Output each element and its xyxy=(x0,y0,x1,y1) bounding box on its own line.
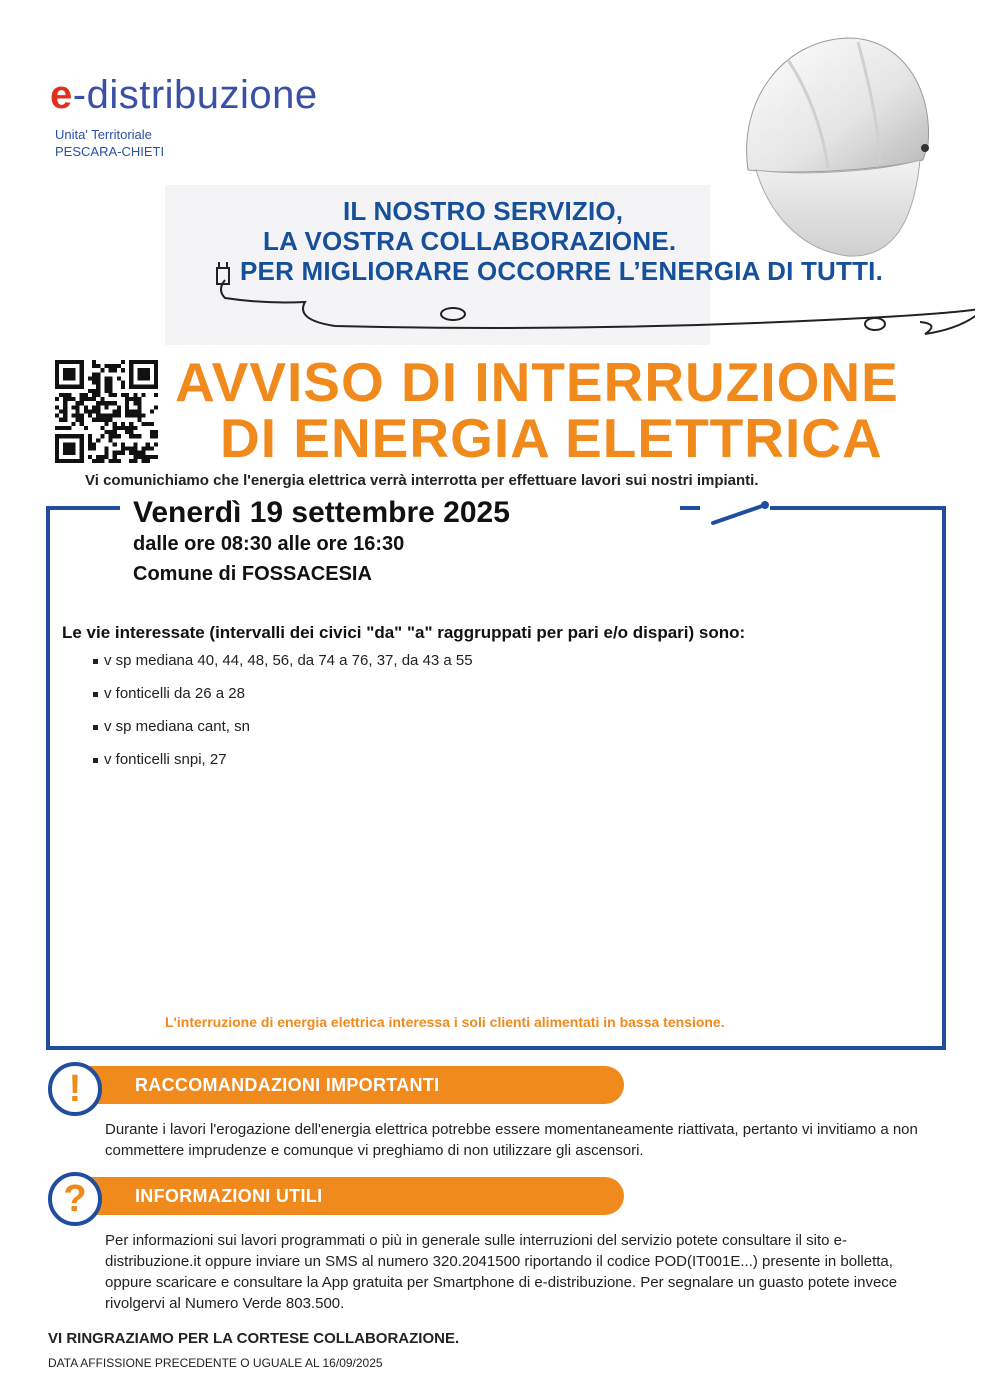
interruption-hours: dalle ore 08:30 alle ore 16:30 xyxy=(133,533,405,555)
qr-code xyxy=(55,360,158,463)
list-item xyxy=(93,652,473,669)
list-item xyxy=(93,685,245,702)
street-text: v sp mediana 40, 44, 48, 56, da 74 a 76, 37, da 43 a 55 xyxy=(104,652,473,669)
question-icon: ? xyxy=(48,1172,102,1226)
interruption-date: Venerdì 19 settembre 2025 xyxy=(133,496,510,529)
logo-text: -distribuzione xyxy=(72,73,318,117)
power-cable-icon xyxy=(195,262,975,342)
bullet-icon xyxy=(93,725,98,730)
notice-box xyxy=(46,506,946,1050)
exclamation-icon: ! xyxy=(48,1062,102,1116)
recommendations-text: Durante i lavori l'erogazione dell'energia elettrica potrebbe essere momentaneamente riattivata, pertanto vi invitiamo a non commettere imprudenze e comunque vi preghiamo di non utilizzare gli ascensori. xyxy=(105,1121,918,1159)
street-text: v sp mediana cant, sn xyxy=(104,718,250,735)
street-text: v fonticelli da 26 a 28 xyxy=(104,685,245,702)
helmet-icon xyxy=(728,20,943,265)
intro-text: Vi comunichiamo che l'energia elettrica verrà interrotta per effettuare lavori sui nostri impianti. xyxy=(85,472,759,489)
bullet-icon xyxy=(93,758,98,763)
logo-prefix: e xyxy=(50,73,73,117)
slogan-line-2: LA VOSTRA COLLABORAZIONE. xyxy=(263,226,677,256)
notice-title-line-2: DI ENERGIA ELETTRICA xyxy=(220,407,883,469)
municipality: Comune di FOSSACESIA xyxy=(133,563,372,585)
streets-heading: Le vie interessate (intervalli dei civici "da" "a" raggruppati per pari e/o dispari) sono: xyxy=(62,623,746,642)
bullet-icon xyxy=(93,659,98,664)
info-title: INFORMAZIONI UTILI xyxy=(135,1186,323,1206)
pen-line-icon xyxy=(705,497,785,529)
territorial-unit xyxy=(55,126,164,160)
unit-name: PESCARA-CHIETI xyxy=(55,144,165,159)
slogan-line-1: IL NOSTRO SERVIZIO, xyxy=(343,196,624,226)
brand-logo xyxy=(50,72,318,118)
list-item xyxy=(93,751,227,768)
thanks-text: VI RINGRAZIAMO PER LA CORTESE COLLABORAZIONE. xyxy=(48,1330,460,1347)
unit-label: Unita' Territoriale xyxy=(55,127,152,142)
low-voltage-note: L'interruzione di energia elettrica interessa i soli clienti alimentati in bassa tensione. xyxy=(165,1014,725,1030)
posting-date: DATA AFFISSIONE PRECEDENTE O UGUALE AL 16/09/2025 xyxy=(48,1356,383,1370)
info-text: Per informazioni sui lavori programmati o più in generale sulle interruzioni del servizio potete consultare il sito e-distribuzione.it oppure inviare un SMS al numero 320.2041500 riportando il codice POD(IT001E...) presente in bolletta, oppure scaricare e consultare la App gratuita per Smartphone di e-distribuzione. Per segnalare un guasto potete invece rivolgervi al Numero Verde 803.500. xyxy=(105,1232,898,1312)
street-text: v fonticelli snpi, 27 xyxy=(104,751,227,768)
recommendations-title: RACCOMANDAZIONI IMPORTANTI xyxy=(135,1075,440,1095)
list-item xyxy=(93,718,250,735)
slogan-line-3: PER MIGLIORARE OCCORRE L’ENERGIA DI TUTTI. xyxy=(240,256,884,286)
bullet-icon xyxy=(93,692,98,697)
notice-title-line-1: AVVISO DI INTERRUZIONE xyxy=(175,351,899,413)
